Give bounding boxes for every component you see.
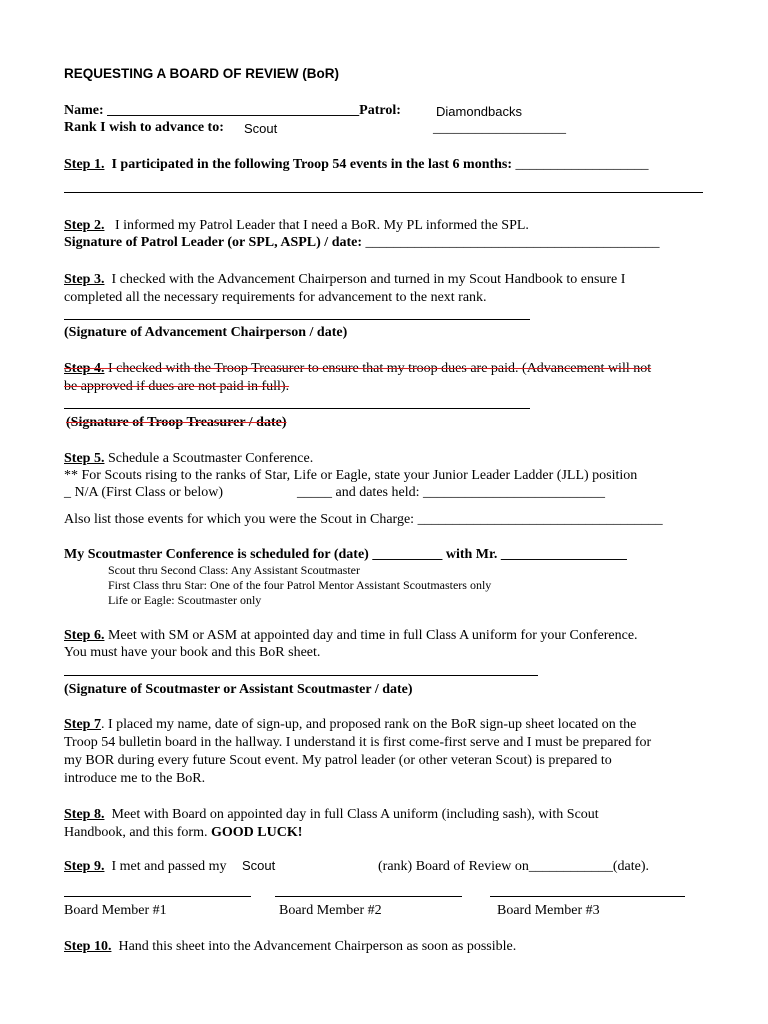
step-4-line1: I checked with the Troop Treasurer to ensure that my troop dues are paid. (Advancement will not — [107, 361, 652, 376]
step-6-line1: Meet with SM or ASM at appointed day and time in full Class A uniform for your Conference. — [107, 628, 638, 643]
step-7-line3: my BOR during every future Scout event. My patrol leader (or other veteran Scout) is prepared to — [64, 753, 612, 768]
step-9-label: Step 9. — [64, 859, 105, 874]
step-5-jll-line: ** For Scouts rising to the ranks of Star, Life or Eagle, state your Junior Leader Ladder (JLL) position — [64, 468, 638, 483]
step-8 — [64, 806, 599, 823]
step-8-line2: Handbook, and this form. — [64, 825, 208, 840]
step-9 — [64, 858, 227, 875]
name-label: Name: — [64, 103, 104, 118]
step-8-label: Step 8. — [64, 807, 105, 822]
step-9-rank-field[interactable]: Scout — [242, 858, 276, 873]
conference-note-3: Life or Eagle: Scoutmaster only — [108, 593, 262, 607]
step-5-dates-label: _____ and dates held: — [297, 485, 420, 500]
step-10-text: Hand this sheet into the Advancement Chairperson as soon as possible. — [118, 939, 517, 954]
step-8-line2-row — [64, 824, 302, 841]
conference-note-2: First Class thru Star: One of the four Patrol Mentor Assistant Scoutmasters only — [108, 578, 492, 592]
rank-blank[interactable]: ___________________ — [433, 121, 566, 136]
step-1-events-line[interactable] — [64, 192, 703, 193]
conference-note-1: Scout thru Second Class: Any Assistant Scoutmaster — [108, 563, 360, 577]
patrol-field[interactable]: Diamondbacks — [436, 104, 522, 119]
step-9-suffix[interactable]: (rank) Board of Review on____________(date). — [378, 859, 649, 874]
step-1-label: Step 1. — [64, 157, 105, 172]
step-7 — [64, 716, 636, 733]
step-4-signature-label: (Signature of Troop Treasurer / date) — [66, 415, 287, 430]
board-member-1-signature-line[interactable] — [64, 896, 251, 897]
step-5-dates-held — [297, 484, 605, 501]
page-title: REQUESTING A BOARD OF REVIEW (BoR) — [64, 66, 339, 81]
step-2-signature — [64, 234, 660, 251]
rank-field[interactable]: Scout — [244, 121, 278, 136]
step-8-line1: Meet with Board on appointed day in full Class A uniform (including sash), with Scout — [111, 807, 599, 822]
board-member-2-label: Board Member #2 — [279, 903, 382, 918]
step-3 — [64, 271, 625, 288]
name-field[interactable]: ____________________________________ — [107, 103, 360, 118]
step-4-line2: be approved if dues are not paid in full). — [64, 379, 290, 394]
step-7-label: Step 7 — [64, 717, 101, 732]
step-5-jll-position-field[interactable]: _ N/A (First Class or below) — [64, 485, 224, 500]
step-6-signature-line[interactable] — [64, 675, 538, 676]
step-2-signature-blank[interactable]: __________________________________________ — [365, 235, 660, 250]
step-6 — [64, 627, 638, 644]
step-10 — [64, 938, 516, 955]
step-5-events-label: Also list those events for which you were the Scout in Charge: — [64, 512, 415, 527]
board-member-1-label: Board Member #1 — [64, 903, 167, 918]
board-member-3-signature-line[interactable] — [490, 896, 685, 897]
good-luck: GOOD LUCK! — [210, 825, 303, 840]
step-7-line4: introduce me to the BoR. — [64, 771, 206, 786]
step-1-text: I participated in the following Troop 54 events in the last 6 months: — [111, 157, 513, 172]
step-7-line1: . I placed my name, date of sign-up, and proposed rank on the BoR sign-up sheet located on the — [100, 717, 637, 732]
step-2 — [64, 217, 529, 234]
step-6-label: Step 6. — [64, 628, 105, 643]
board-member-3-label: Board Member #3 — [497, 903, 600, 918]
step-2-signature-label: Signature of Patrol Leader (or SPL, ASPL) / date: — [64, 235, 363, 250]
step-1 — [64, 156, 649, 173]
step-3-line2: completed all the necessary requirements for advancement to the next rank. — [64, 290, 487, 305]
step-5-events-field[interactable]: ___________________________________ — [417, 512, 663, 527]
name-row — [64, 102, 401, 119]
step-5-label: Step 5. — [64, 451, 105, 466]
conference-schedule[interactable]: My Scoutmaster Conference is scheduled for (date) __________ with Mr. __________________ — [64, 547, 627, 562]
step-9-text: I met and passed my — [111, 859, 227, 874]
step-2-text: I informed my Patrol Leader that I need a BoR. My PL informed the SPL. — [114, 218, 529, 233]
step-3-signature-label: (Signature of Advancement Chairperson / date) — [64, 325, 348, 340]
step-6-signature-label: (Signature of Scoutmaster or Assistant Scoutmaster / date) — [64, 682, 413, 697]
step-5-dates-field[interactable]: __________________________ — [422, 485, 605, 500]
step-1-blank[interactable]: ___________________ — [515, 157, 649, 172]
step-3-label: Step 3. — [64, 272, 105, 287]
step-5-text: Schedule a Scoutmaster Conference. — [107, 451, 314, 466]
rank-label: Rank I wish to advance to: — [64, 120, 224, 135]
step-6-line2: You must have your book and this BoR sheet. — [64, 645, 321, 660]
step-5 — [64, 450, 313, 467]
step-2-label: Step 2. — [64, 218, 105, 233]
step-3-signature-line[interactable] — [64, 319, 530, 320]
board-member-2-signature-line[interactable] — [275, 896, 462, 897]
step-7-line2: Troop 54 bulletin board in the hallway. I understand it is first come-first serve and I must be prepared for — [64, 735, 652, 750]
step-3-line1: I checked with the Advancement Chairperson and turned in my Scout Handbook to ensure I — [111, 272, 626, 287]
patrol-label: Patrol: — [359, 103, 401, 118]
step-4 — [64, 360, 651, 377]
step-4-label: Step 4. — [64, 361, 105, 376]
step-4-signature-line[interactable] — [64, 408, 530, 409]
step-10-label: Step 10. — [64, 939, 112, 954]
step-5-events — [64, 511, 663, 528]
